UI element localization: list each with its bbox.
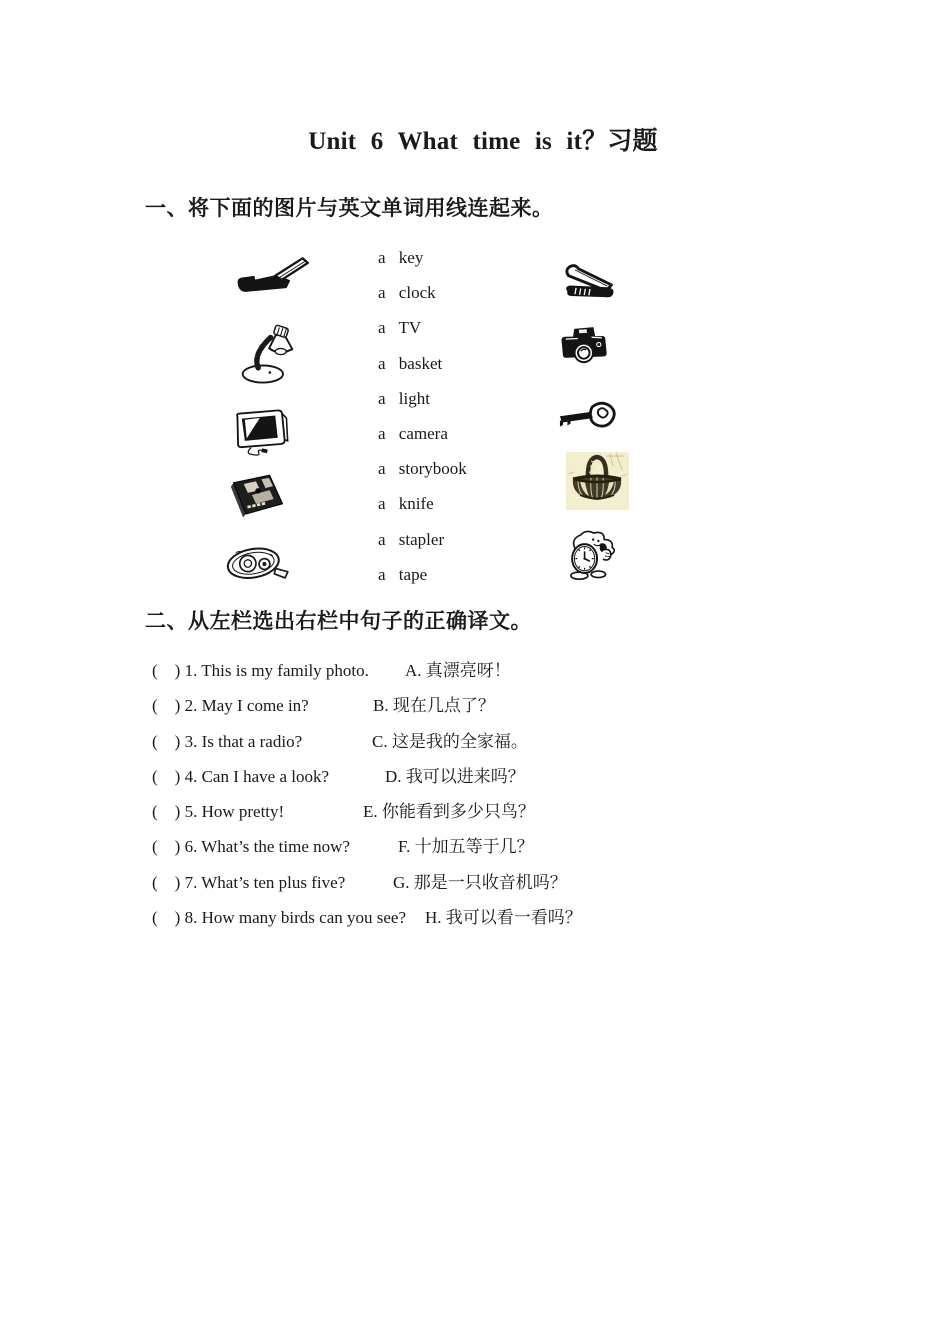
english-sentence: ( ) 7. What’s ten plus five? xyxy=(152,872,346,892)
desk-lamp-image xyxy=(238,322,304,388)
chinese-translation: H. 我可以看一看吗？ xyxy=(425,908,582,928)
english-sentence: ( ) 3. Is that a radio? xyxy=(152,731,303,751)
chinese-translation: C. 这是我的全家福。 xyxy=(372,731,528,751)
worksheet-title: Unit 6 What time is it？习题 xyxy=(308,128,658,155)
english-sentence: ( ) 1. This is my family photo. xyxy=(152,661,369,680)
word-option-knife: a knife xyxy=(378,494,434,514)
storybook-image xyxy=(222,472,290,524)
english-sentence: ( ) 6. What’s the time now? xyxy=(152,837,350,857)
match-row xyxy=(152,829,892,864)
alarm-clock-image xyxy=(561,522,620,586)
match-row xyxy=(152,759,892,794)
english-sentence: ( ) 4. Can I have a look? xyxy=(152,766,330,786)
tape-dispenser-image xyxy=(222,540,290,584)
word-option-clock: a clock xyxy=(378,283,436,303)
word-option-storybook: a storybook xyxy=(378,459,467,479)
chinese-translation: D. 我可以进来吗？ xyxy=(385,766,525,786)
english-sentence: ( ) 5. How pretty! xyxy=(152,802,285,822)
word-option-tv: a TV xyxy=(378,318,422,338)
chinese-translation: A. 真漂亮呀！ xyxy=(405,661,511,680)
chinese-translation: F. 十加五等于几？ xyxy=(398,837,534,857)
chinese-translation: B. 现在几点了？ xyxy=(373,696,495,716)
chinese-translation: E. 你能看到多少只鸟？ xyxy=(363,802,535,822)
tv-image xyxy=(230,408,292,462)
match-row xyxy=(152,653,892,688)
translation-match-list xyxy=(152,653,892,935)
section2-heading: 二、从左栏选出右栏中句子的正确译文。 xyxy=(145,609,532,633)
chinese-translation: G. 那是一只收音机吗？ xyxy=(393,872,567,892)
match-row xyxy=(152,865,892,900)
section1-heading: 一、将下面的图片与英文单词用线连起来。 xyxy=(145,196,554,220)
match-row xyxy=(152,900,892,935)
word-option-tape: a tape xyxy=(378,564,428,584)
word-list xyxy=(378,240,467,592)
match-row xyxy=(152,794,892,829)
basket-image xyxy=(566,452,629,510)
stapler-image xyxy=(233,256,311,298)
word-option-key: a key xyxy=(378,248,424,267)
key-image xyxy=(555,398,617,432)
match-row xyxy=(152,724,892,759)
camera-image xyxy=(558,321,612,371)
match-row xyxy=(152,688,892,723)
knife-image xyxy=(561,258,619,305)
english-sentence: ( ) 2. May I come in? xyxy=(152,696,309,716)
word-option-basket: a basket xyxy=(378,353,443,373)
word-option-light: a light xyxy=(378,388,430,408)
word-option-camera: a camera xyxy=(378,423,448,443)
english-sentence: ( ) 8. How many birds can you see? xyxy=(152,908,406,928)
word-option-stapler: a stapler xyxy=(378,529,445,549)
